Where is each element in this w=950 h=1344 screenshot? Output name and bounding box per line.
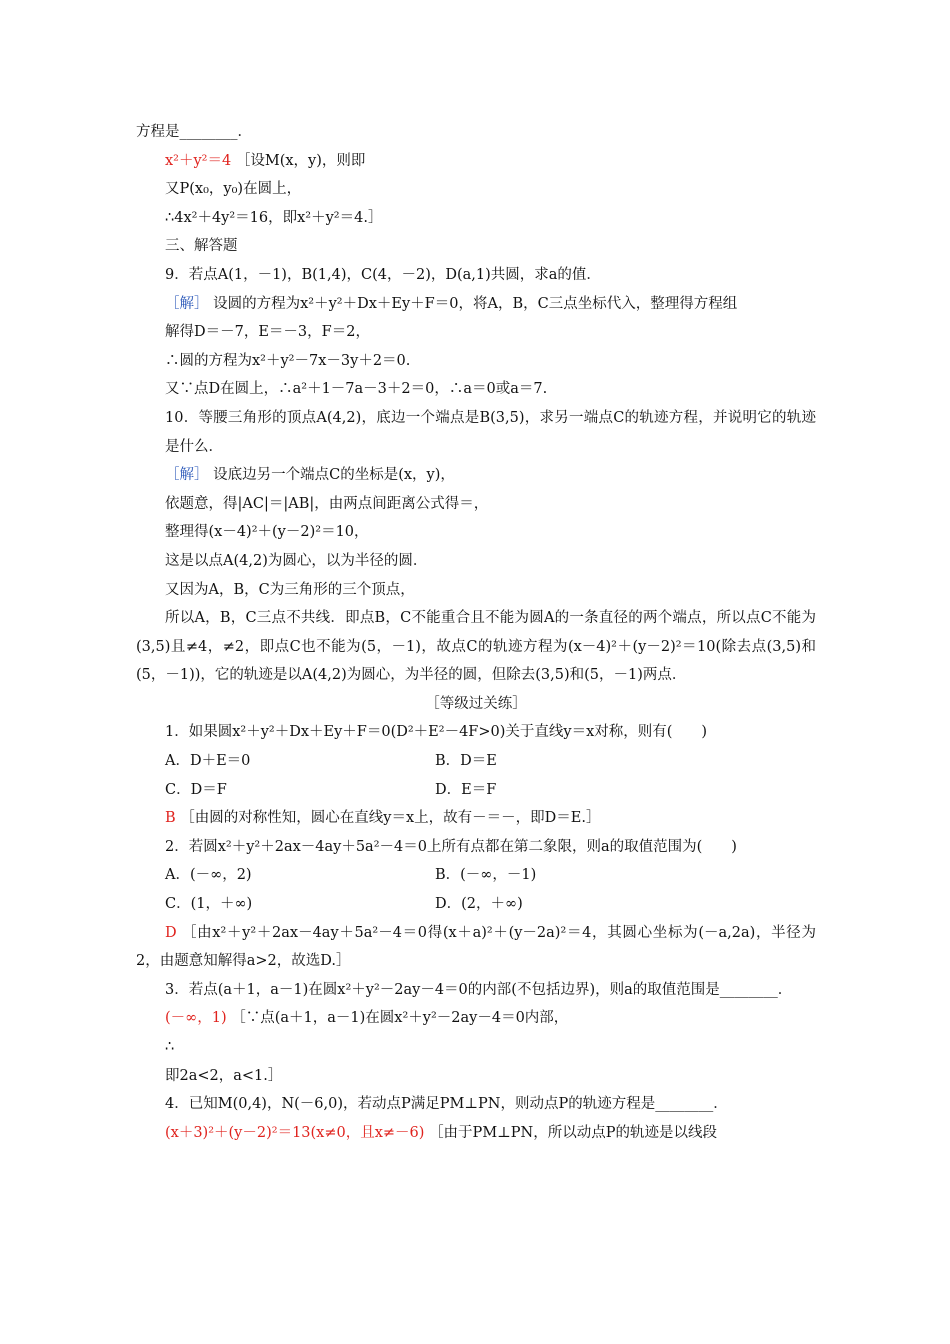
option-c: C．D＝F <box>165 781 227 798</box>
solution-tag: ［解］ <box>165 295 209 312</box>
answer-red: x²＋y²＝4 <box>165 152 232 169</box>
question-3: 3．若点(a＋1，a－1)在圆x²＋y²－2ay－4＝0的内部(不包括边界)，则a的取值范围是________． <box>165 981 793 998</box>
text-line: 解得D＝－7，E＝－3，F＝2， <box>165 324 370 341</box>
option-a: A．(－∞，2) <box>165 867 252 884</box>
solution-line <box>136 290 816 319</box>
question-10: 10．等腰三角形的顶点A(4,2)，底边一个端点是B(3,5)，求另一端点C的轨迹方程，并说明它的轨迹是什么． <box>165 409 816 455</box>
answer-red: (－∞，1) <box>165 1010 227 1027</box>
question-2: 2．若圆x²＋y²＋2ax－4ay＋5a²－4＝0上所有点都在第二象限，则a的取值范围为( ) <box>165 838 737 855</box>
text-line: 方程是________． <box>136 124 252 140</box>
option-b: B．(－∞，－1) <box>435 867 537 884</box>
question-4: 4．已知M(0,4)，N(－6,0)，若动点P满足PM⊥PN，则动点P的轨迹方程是________． <box>165 1096 728 1113</box>
answer-red: B <box>165 810 176 827</box>
solution-line <box>136 461 816 490</box>
answer-line <box>136 147 816 176</box>
explanation: ［由于PM⊥PN，所以动点P的轨迹是以线段 <box>429 1124 718 1141</box>
options-row <box>136 747 816 776</box>
options-row <box>136 861 816 890</box>
solution-text: 设底边另一个端点C的坐标是(x，y)， <box>213 467 455 484</box>
paragraph: 所以A，B，C三点不共线．即点B，C不能重合且不能为圆A的一条直径的两个端点，所以点C不能为(3,5)且≠4，≠2，即点C也不能为(5，－1)，故点C的轨迹方程为(x－4)²＋(y－2)²＝10(除去点(3,5)和(5，－1))，它的轨迹是以A(4,2)为圆心，为半径的圆，但除去(3,5)和(5，－1)两点． <box>136 610 816 684</box>
option-d: D．E＝F <box>435 781 497 798</box>
document-body <box>136 118 816 1147</box>
explanation: ［∵点(a＋1，a－1)在圆x²＋y²－2ay－4＝0内部， <box>231 1010 569 1027</box>
explanation: ［由圆的对称性知，圆心在直线y＝x上，故有－＝－，即D＝E.］ <box>180 810 601 827</box>
text-line: 这是以点A(4,2)为圆心，以为半径的圆． <box>165 552 428 569</box>
answer-paragraph <box>136 919 816 976</box>
option-d: D．(2，＋∞) <box>435 896 523 913</box>
text-line: ∴4x²＋4y²＝16，即x²＋y²＝4.］ <box>165 209 383 226</box>
answer-line <box>136 1119 816 1148</box>
option-a: A．D＋E＝0 <box>165 753 251 770</box>
section-heading: 三、解答题 <box>165 238 238 255</box>
text-line: 又∵点D在圆上，∴a²＋1－7a－3＋2＝0，∴a＝0或a＝7. <box>165 381 548 398</box>
text-line: 又P(x₀，y₀)在圆上， <box>165 181 302 198</box>
text-line: 又因为A，B，C为三角形的三个顶点， <box>165 581 415 598</box>
explanation: ［由x²＋y²＋2ax－4ay＋5a²－4＝0得(x＋a)²＋(y－2a)²＝4，其圆心坐标为(－a,2a)，半径为2，由题意知解得a>2，故选D.］ <box>136 924 816 970</box>
question-9: 9．若点A(1，－1)，B(1,4)，C(4，－2)，D(a,1)共圆，求a的值． <box>165 266 601 283</box>
section-heading: ［等级过关练］ <box>425 695 527 712</box>
options-row <box>136 890 816 919</box>
option-b: B．D＝E <box>435 753 497 770</box>
text-line: ∴圆的方程为x²＋y²－7x－3y＋2＝0. <box>165 352 411 369</box>
answer-red: D <box>165 924 177 941</box>
answer-line <box>136 1004 816 1033</box>
question-1: 1．如果圆x²＋y²＋Dx＋Ey＋F＝0(D²＋E²－4F>0)关于直线y＝x对称，则有( ) <box>165 724 708 741</box>
options-row <box>136 776 816 805</box>
option-c: C．(1，＋∞) <box>165 896 253 913</box>
text-line: ∴ <box>165 1039 175 1055</box>
text-line: 整理得(x－4)²＋(y－2)²＝10， <box>165 524 369 541</box>
solution-tag: ［解］ <box>165 467 209 484</box>
solution-text: 设圆的方程为x²＋y²＋Dx＋Ey＋F＝0，将A，B，C三点坐标代入，整理得方程组 <box>213 295 738 312</box>
text-line: 即2a<2，a<1.］ <box>165 1067 283 1084</box>
explanation: ［设M(x，y)，则即 <box>235 152 366 169</box>
answer-red: (x＋3)²＋(y－2)²＝13(x≠0，且x≠－6) <box>165 1124 425 1141</box>
text-line: 依题意，得|AC|＝|AB|，由两点间距离公式得＝， <box>165 495 489 512</box>
answer-line <box>136 804 816 833</box>
